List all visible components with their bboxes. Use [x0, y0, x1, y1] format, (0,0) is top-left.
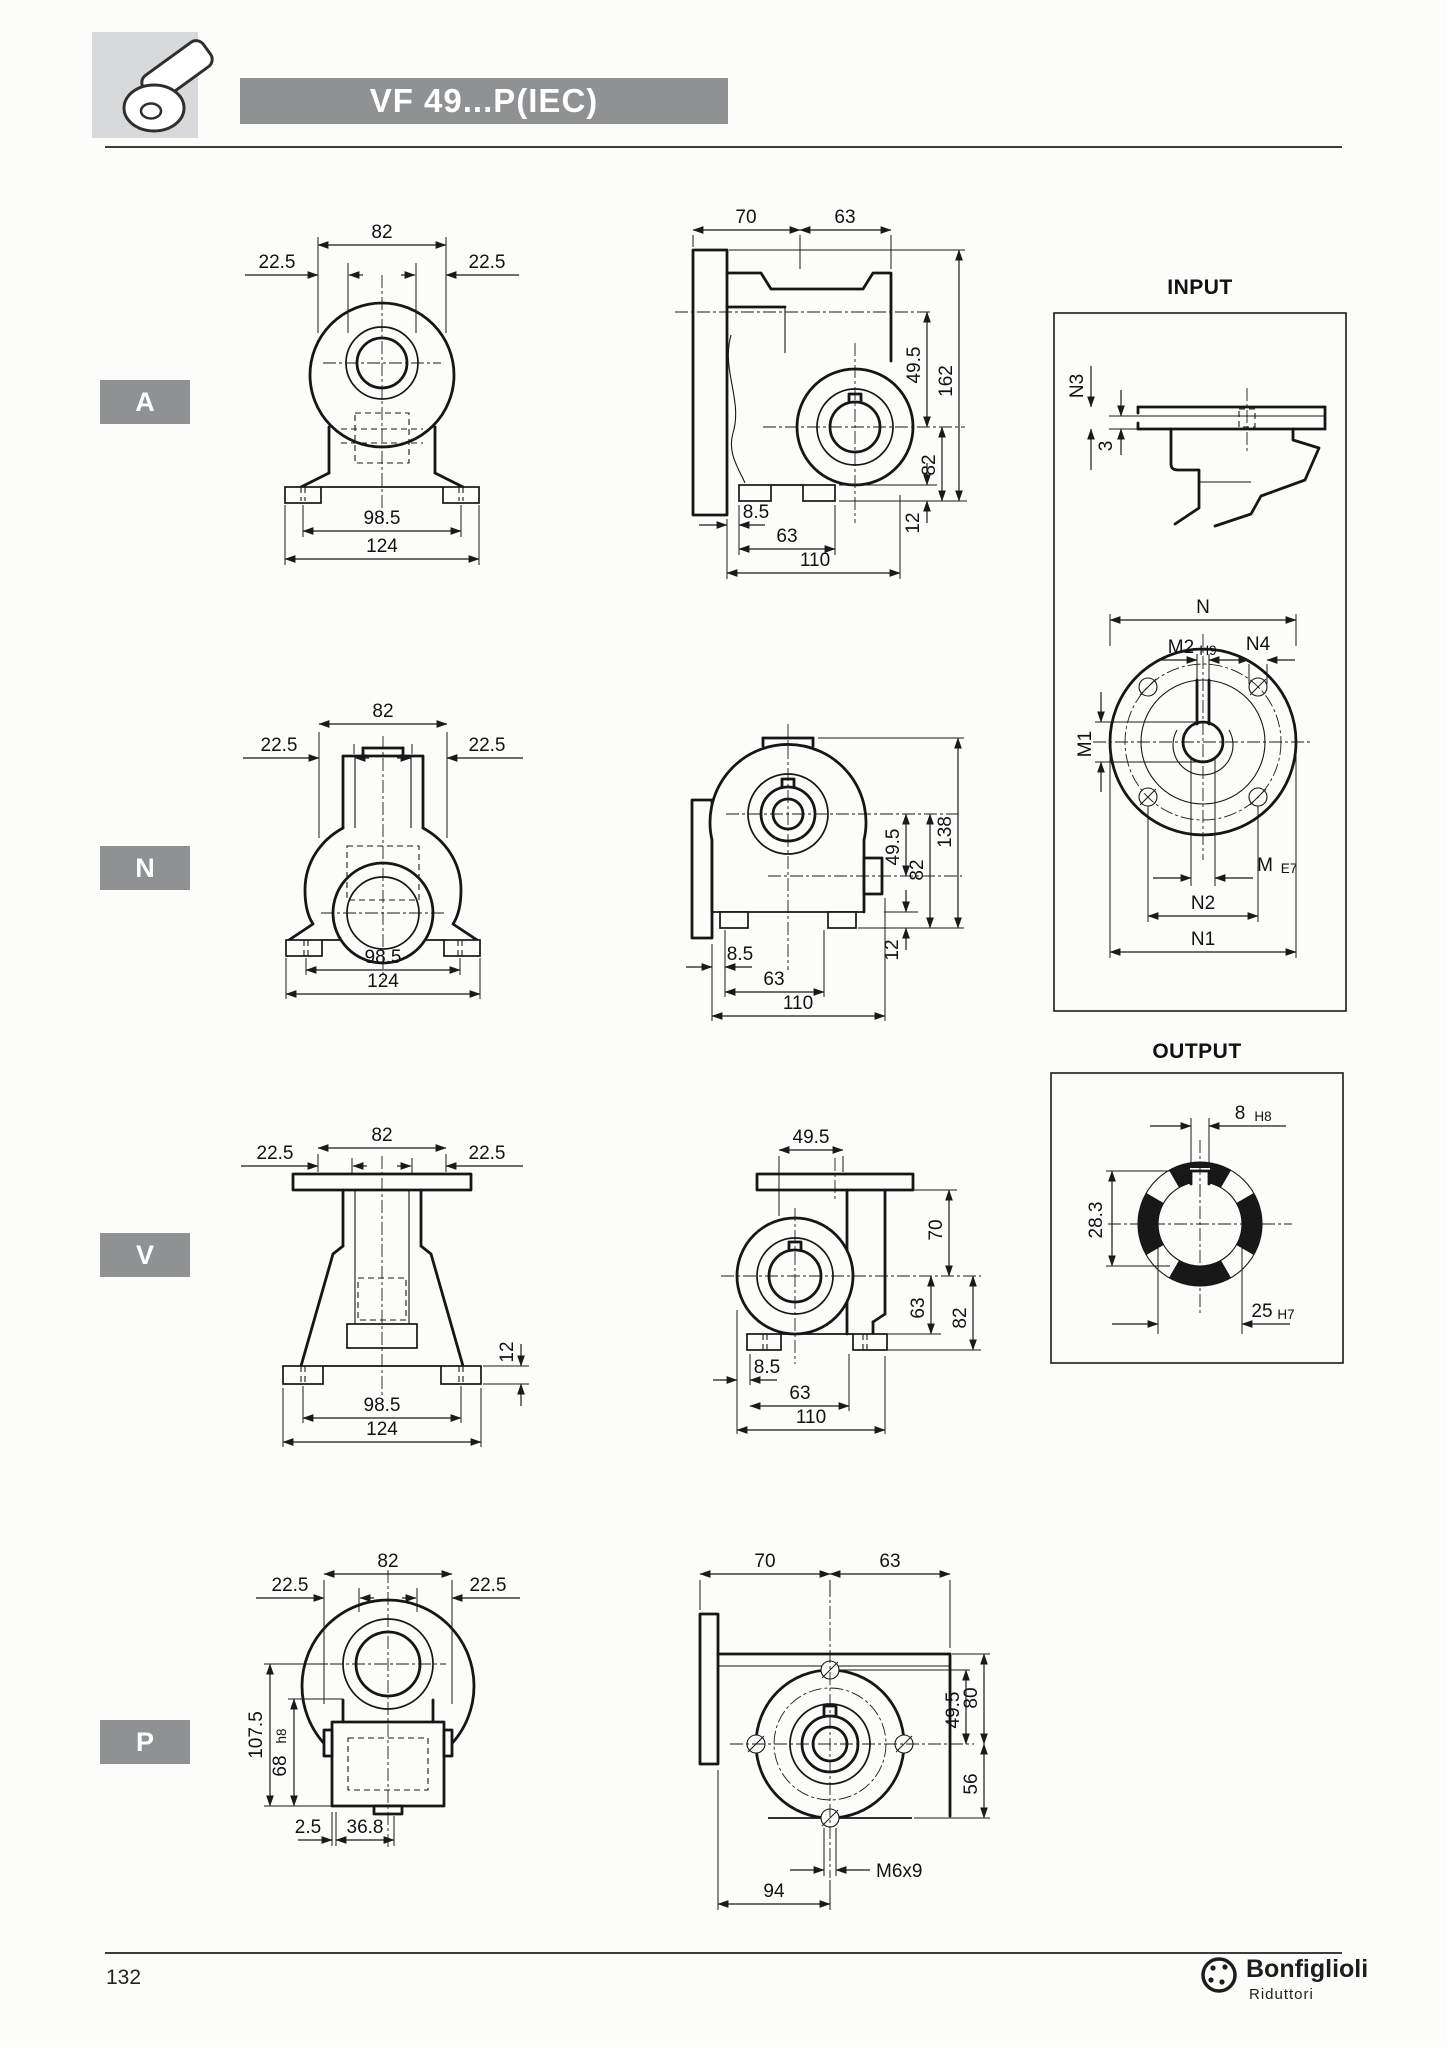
dim-label: 124 — [366, 1419, 398, 1440]
variant-label-a — [100, 380, 190, 424]
dim-label: 82 — [372, 701, 394, 722]
dim-label: N4 — [1245, 634, 1271, 655]
dim-label: 8.5 — [753, 1357, 781, 1378]
dim-label: 70 — [735, 207, 757, 228]
row-p-front-view — [246, 1551, 538, 1864]
variant-label-v — [100, 1233, 190, 1277]
dim-label: 107.5 — [246, 1711, 267, 1759]
row-p-side-view — [672, 1548, 1002, 1938]
dim-label: 63 — [763, 969, 785, 990]
dim-label: 63 — [879, 1551, 901, 1572]
brand-subtitle: Riduttori — [1249, 1986, 1314, 2003]
dim-label: 82 — [377, 1551, 399, 1572]
dim-label: 82 — [371, 222, 393, 243]
row-n-side-view — [628, 682, 978, 1027]
variant-label-p — [100, 1720, 190, 1764]
dim-label: 80 — [961, 1687, 982, 1709]
dim-label: 49.5 — [883, 828, 904, 866]
dim-label: 2.5 — [294, 1817, 322, 1838]
dim-label: 110 — [799, 550, 831, 571]
dim-label: 12 — [903, 512, 924, 534]
dim-tolerance: H7 — [1277, 1307, 1295, 1322]
dim-label: 36.8 — [346, 1817, 384, 1838]
bonfiglioli-logo-icon — [1196, 1954, 1242, 2000]
dim-label: 63 — [834, 207, 856, 228]
dim-label: 94 — [763, 1881, 785, 1902]
dim-label: 22.5 — [468, 1143, 506, 1164]
input-panel-title: INPUT — [1167, 276, 1233, 299]
dim-tolerance: h8 — [274, 1728, 289, 1744]
dim-label: 22.5 — [258, 252, 296, 273]
row-v-front-view — [225, 1125, 555, 1458]
dim-label: 98.5 — [363, 508, 401, 529]
dim-label: 56 — [961, 1773, 982, 1795]
row-n-front-view — [235, 688, 506, 1008]
dim-label: 124 — [366, 536, 398, 557]
row-a-side-view — [635, 185, 975, 595]
dim-label: 110 — [795, 1407, 827, 1428]
output-panel-drawing — [1050, 1072, 1344, 1364]
dim-label: N3 — [1067, 373, 1088, 399]
variant-letter: N — [135, 852, 155, 883]
dim-label: N2 — [1190, 893, 1216, 914]
dim-label: 28.3 — [1086, 1201, 1107, 1239]
dim-label: N1 — [1190, 929, 1216, 950]
dim-label: 49.5 — [792, 1127, 830, 1148]
dim-label: 49.5 — [943, 1691, 964, 1729]
dim-label: 63 — [776, 526, 798, 547]
dim-label: 22.5 — [468, 252, 506, 273]
dim-label: 70 — [754, 1551, 776, 1572]
dim-label: 138 — [935, 816, 956, 848]
dim-label: 82 — [371, 1125, 393, 1146]
header-divider — [105, 146, 1342, 148]
input-panel-drawing — [1053, 312, 1347, 1012]
dim-label: 22.5 — [256, 1143, 294, 1164]
dim-label: 82 — [907, 859, 928, 881]
title-bar — [240, 78, 728, 124]
dim-label: 82 — [919, 454, 940, 476]
dim-label: 49.5 — [904, 346, 925, 384]
dim-label: 70 — [926, 1219, 947, 1241]
dim-label: 8 — [1234, 1103, 1246, 1124]
dim-label: 98.5 — [363, 1395, 401, 1416]
output-panel-title: OUTPUT — [1152, 1040, 1242, 1063]
dim-label: M2 — [1167, 637, 1195, 658]
dim-label: 3 — [1096, 440, 1117, 452]
page-title: VF 49...P(IEC) — [369, 82, 599, 119]
brand-name: Bonfiglioli — [1246, 1955, 1369, 1983]
dim-label: 12 — [497, 1341, 518, 1363]
dim-label: 63 — [789, 1383, 811, 1404]
dim-label: 68 — [270, 1755, 291, 1777]
dim-label: M — [1257, 855, 1273, 876]
dim-label: 25 — [1251, 1301, 1273, 1322]
row-a-front-view — [225, 185, 555, 595]
dim-label: 162 — [936, 365, 957, 397]
page-number: 132 — [106, 1966, 142, 1989]
variant-letter: A — [135, 386, 155, 417]
dim-label: M1 — [1075, 730, 1096, 758]
dim-label: 22.5 — [468, 735, 506, 756]
row-v-side-view — [695, 1128, 995, 1458]
dim-tolerance: H8 — [1254, 1109, 1272, 1124]
dim-label: 22.5 — [469, 1575, 507, 1596]
dim-label: 110 — [782, 993, 814, 1014]
variant-letter: P — [135, 1726, 154, 1757]
dim-label: 12 — [882, 939, 903, 961]
footer-divider — [105, 1952, 1342, 1954]
worm-gear-icon — [80, 16, 240, 156]
dim-label: 98.5 — [364, 947, 402, 968]
dim-label: 22.5 — [271, 1575, 309, 1596]
dim-tolerance: H9 — [1199, 643, 1217, 658]
variant-letter: V — [135, 1239, 154, 1270]
dim-label: 124 — [367, 971, 399, 992]
variant-label-n — [100, 846, 190, 890]
dim-label: M6x9 — [876, 1861, 923, 1882]
dim-label: 82 — [950, 1307, 971, 1329]
dim-label: 63 — [908, 1297, 929, 1319]
dim-tolerance: E7 — [1280, 861, 1298, 876]
dim-label: 22.5 — [260, 735, 298, 756]
dim-label: N — [1196, 597, 1210, 618]
dim-label: 8.5 — [742, 502, 770, 523]
dim-label: 8.5 — [726, 944, 754, 965]
